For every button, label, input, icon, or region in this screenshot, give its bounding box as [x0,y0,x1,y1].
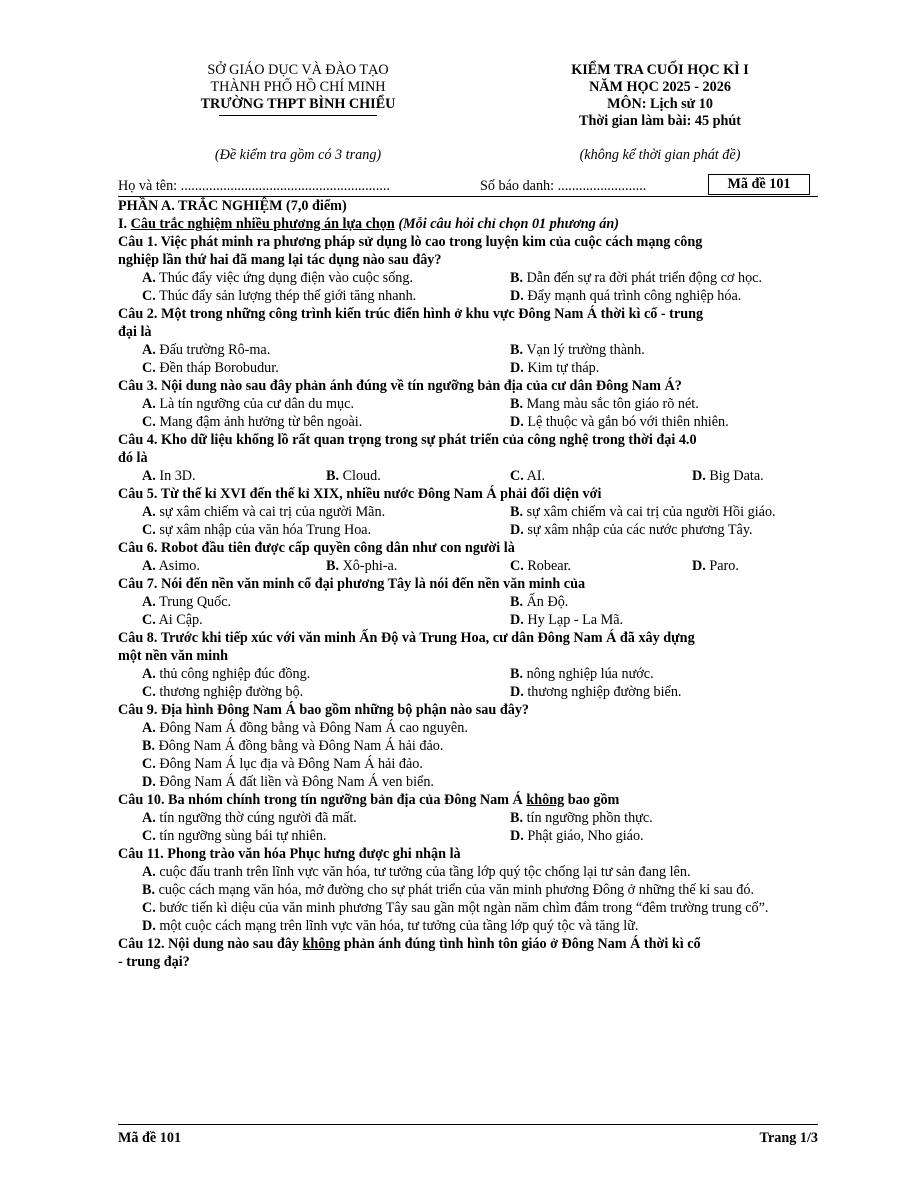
q2-option-a: A. Đấu trường Rô-ma. [142,342,271,358]
exam-title: KIỂM TRA CUỐI HỌC KÌ I [571,62,749,78]
q10-option-a: A. tín ngưỡng thờ cúng người đã mất. [142,810,357,826]
subject: MÔN: Lịch sử 10 [607,96,713,112]
question-6-stem: Câu 6. Robot đầu tiên được cấp quyền công dân như con người là [118,540,515,556]
q2-option-c: C. Đền tháp Borobudur. [142,360,279,376]
question-8-stem: Câu 8. Trước khi tiếp xúc với văn minh Ấn Độ và Trung Hoa, cư dân Đông Nam Á đã xây dựng [118,630,695,646]
q1-option-c: C. Thúc đẩy sản lượng thép thế giới tăng nhanh. [142,288,417,304]
duration-note: (không kể thời gian phát đề) [579,147,741,163]
q7-option-b: B. Ấn Độ. [510,594,569,610]
q5-option-a: A. sự xâm chiếm và cai trị của người Mãn. [142,504,386,520]
question-3-options-cd [118,413,818,431]
q4-option-b: B. Cloud. [326,468,381,484]
q3-option-d: D. Lệ thuộc và gắn bó với thiên nhiên. [510,414,729,430]
name-field: Họ và tên: ........................................................... [118,178,390,194]
q4-option-c: C. AI. [510,468,546,484]
question-2-stem: Câu 2. Một trong những công trình kiến trúc điển hình ở khu vực Đông Nam Á thời kì cổ - trung [118,306,704,322]
candidate-number-field: Số báo danh: ......................... [480,178,647,194]
question-8-stem-cont: một nền văn minh [118,648,228,664]
q4-option-d: D. Big Data. [692,468,764,484]
exam-page [118,62,818,971]
q9-option-b: B. Đông Nam Á đồng bằng và Đông Nam Á hải đảo. [142,738,444,754]
q6-option-b: B. Xô-phi-a. [326,558,398,574]
q3-option-a: A. Là tín ngưỡng của cư dân du mục. [142,396,354,412]
question-1-options-cd [118,287,818,305]
question-7-options-ab [118,593,818,611]
exam-header [118,62,818,176]
student-id-line [118,176,818,197]
footer-page-number: Trang 1/3 [759,1130,818,1146]
question-1-stem: Câu 1. Việc phát minh ra phương pháp sử dụng lò cao trong luyện kim của cuộc cách mạng công [118,234,703,250]
question-10-stem: Câu 10. Ba nhóm chính trong tín ngưỡng bản địa của Đông Nam Á không bao gồm [118,792,620,808]
q5-option-d: D. sự xâm nhập của các nước phương Tây. [510,522,753,538]
school-block [118,62,478,116]
question-2-options-cd [118,359,818,377]
q11-option-a: A. cuộc đấu tranh trên lĩnh vực văn hóa, tư tưởng của tầng lớp quý tộc chống lại tư sản đang lên. [142,864,691,880]
duration: Thời gian làm bài: 45 phút [579,113,741,129]
school-name: TRƯỜNG THPT BÌNH CHIỂU [200,96,396,112]
q10-option-c: C. tín ngưỡng sùng bái tự nhiên. [142,828,327,844]
question-5-options-cd [118,521,818,539]
question-9-stem: Câu 9. Địa hình Đông Nam Á bao gồm những bộ phận nào sau đây? [118,702,530,718]
q9-option-c: C. Đông Nam Á lục địa và Đông Nam Á hải đảo. [142,756,423,772]
question-11-stem: Câu 11. Phong trào văn hóa Phục hưng được ghi nhận là [118,846,461,862]
subtitle-main: Câu trắc nghiệm nhiều phương án lựa chọn [130,216,395,232]
question-2-options-ab [118,341,818,359]
q3-option-b: B. Mang màu sắc tôn giáo rõ nét. [510,396,699,412]
question-7-options-cd [118,611,818,629]
q6-option-c: C. Robear. [510,558,572,574]
question-4-stem: Câu 4. Kho dữ liệu khổng lồ rất quan trọng trong sự phát triển của công nghệ trong thời đại 4.0 [118,432,697,448]
school-year: NĂM HỌC 2025 - 2026 [589,79,731,95]
question-4-options [118,467,818,485]
question-8-options-cd [118,683,818,701]
exam-info-block [510,62,810,130]
q2-option-b: B. Vạn lý trường thành. [510,342,645,358]
question-5-stem: Câu 5. Từ thế kỉ XVI đến thế kỉ XIX, nhiều nước Đông Nam Á phải đối diện với [118,486,602,502]
subtitle-prefix: I. [118,216,131,232]
section-title: PHẦN A. TRẮC NGHIỆM (7,0 điểm) [118,198,347,214]
page-count-note: (Đề kiểm tra gồm có 3 trang) [214,147,382,163]
q6-option-a: A. Asimo. [142,558,200,574]
q4-option-a: A. In 3D. [142,468,196,484]
page-footer [118,1124,818,1147]
q9-option-d: D. Đông Nam Á đất liền và Đông Nam Á ven biển. [142,774,434,790]
question-12-stem: Câu 12. Nội dung nào sau đây không phản ánh đúng tình hình tôn giáo ở Đông Nam Á thời kì cổ [118,936,701,952]
q10-option-b: B. tín ngưỡng phồn thực. [510,810,653,826]
question-1-options-ab [118,269,818,287]
q8-option-c: C. thương nghiệp đường bộ. [142,684,304,700]
question-1-stem-cont: nghiệp lần thứ hai đã mang lại tác dụng nào sau đây? [118,252,442,268]
question-8-options-ab [118,665,818,683]
q5-option-b: B. sự xâm chiếm và cai trị của người Hồi giáo. [510,504,776,520]
question-3-options-ab [118,395,818,413]
question-10-options-cd [118,827,818,845]
q6-option-d: D. Paro. [692,558,739,574]
school-underline [219,115,377,116]
q2-option-d: D. Kim tự tháp. [510,360,600,376]
city-name: THÀNH PHỐ HỒ CHÍ MINH [210,79,386,95]
q11-option-c: C. bước tiến kì diệu của văn minh phương Tây sau gần một ngàn năm chìm đắm trong “đêm trường trung cổ”. [142,900,769,916]
footer-exam-code: Mã đề 101 [118,1130,182,1146]
q1-option-d: D. Đẩy mạnh quá trình công nghiệp hóa. [510,288,742,304]
section-subtitle [118,215,818,233]
question-3-stem: Câu 3. Nội dung nào sau đây phản ánh đúng về tín ngưỡng bản địa của cư dân Đông Nam Á? [118,378,682,394]
q1-option-b: B. Dẫn đến sự ra đời phát triển động cơ học. [510,270,763,286]
question-12-stem-cont: - trung đại? [118,954,190,970]
question-2-stem-cont: đại là [118,324,152,340]
q8-option-b: B. nông nghiệp lúa nước. [510,666,654,682]
dept-name: SỞ GIÁO DỤC VÀ ĐÀO TẠO [207,62,389,78]
q3-option-c: C. Mang đậm ảnh hưởng từ bên ngoài. [142,414,363,430]
q1-option-a: A. Thúc đẩy việc ứng dụng điện vào cuộc sống. [142,270,414,286]
q8-option-d: D. thương nghiệp đường biển. [510,684,682,700]
question-6-options [118,557,818,575]
q9-option-a: A. Đông Nam Á đồng bằng và Đông Nam Á cao nguyên. [142,720,468,736]
q7-option-c: C. Ai Cập. [142,612,203,628]
q7-option-d: D. Hy Lạp - La Mã. [510,612,624,628]
question-7-stem: Câu 7. Nói đến nền văn minh cổ đại phương Tây là nói đến nền văn minh của [118,576,586,592]
question-10-options-ab [118,809,818,827]
q11-option-d: D. một cuộc cách mạng trên lĩnh vực văn hóa, tư tưởng của tầng lớp quý tộc và tăng lữ. [142,918,639,934]
subtitle-note: (Mỗi câu hỏi chỉ chọn 01 phương án) [394,216,620,232]
question-5-options-ab [118,503,818,521]
q7-option-a: A. Trung Quốc. [142,594,232,610]
q10-option-d: D. Phật giáo, Nho giáo. [510,828,644,844]
exam-code-box: Mã đề 101 [708,174,810,195]
q11-option-b: B. cuộc cách mạng văn hóa, mở đường cho sự phát triển của văn minh phương Đông ở những thế kỉ sau đó. [142,882,754,898]
q5-option-c: C. sự xâm nhập của văn hóa Trung Hoa. [142,522,372,538]
q8-option-a: A. thủ công nghiệp đúc đồng. [142,666,311,682]
question-4-stem-cont: đó là [118,450,148,466]
